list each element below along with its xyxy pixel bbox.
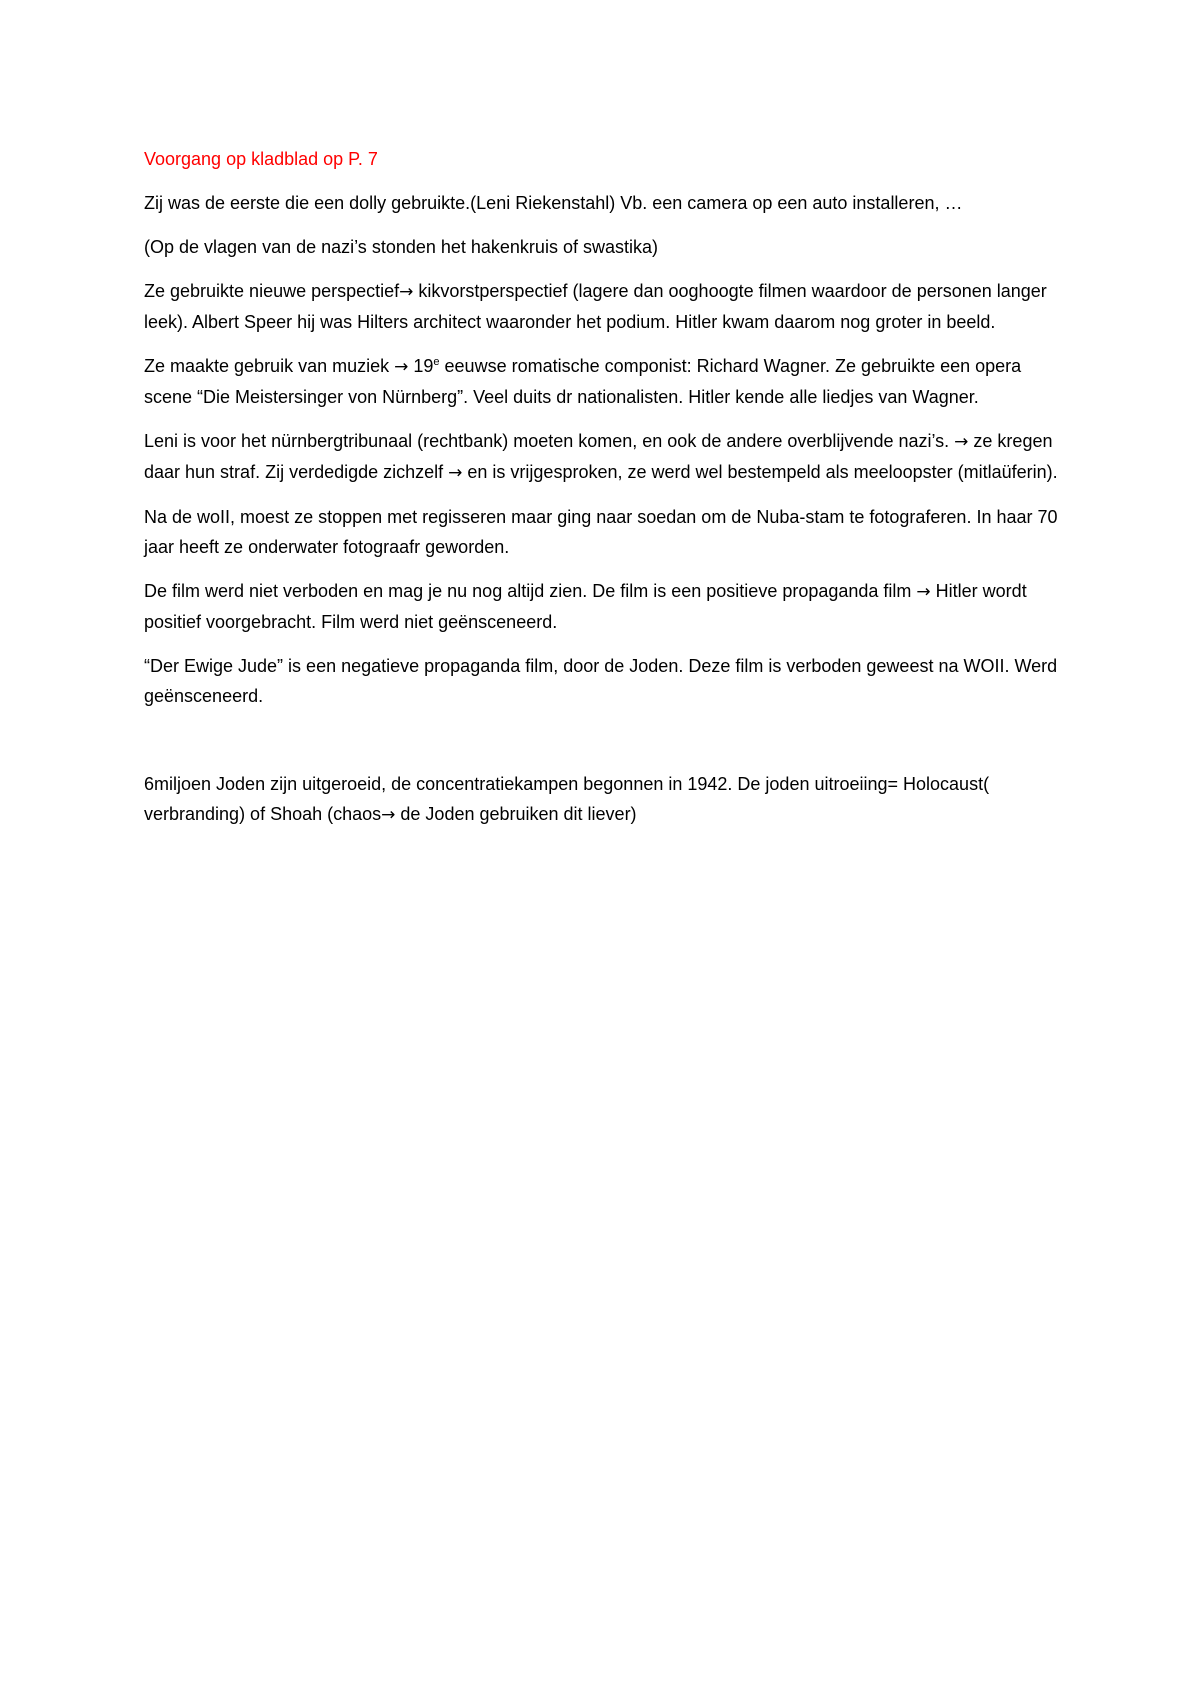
paragraph-8: “Der Ewige Jude” is een negatieve propaganda film, door de Joden. Deze film is verboden geweest na WOII. Werd geënsceneerd.: [144, 656, 1058, 706]
arrow-right-icon: →: [448, 463, 463, 483]
ordinal-superscript: e: [433, 356, 440, 368]
paragraph-4-number: 19: [408, 356, 434, 376]
paragraph-7-text-b: Hitler wordt positief voorgebracht. Film werd niet geënsceneerd.: [144, 581, 1027, 632]
paragraph-9-text-b: de Joden gebruiken dit liever): [395, 804, 637, 824]
paragraph-3-text-b: kikvorstperspectief (lagere dan ooghoogte filmen waardoor de personen langer leek). Albert Speer hij was Hilters architect waaronder het podium. Hitler kwam daarom nog groter in beeld.: [144, 281, 1047, 332]
paragraph-5-text-b: ze kregen daar hun straf. Zij verdedigde zichzelf: [144, 431, 1053, 482]
arrow-right-icon: →: [954, 432, 969, 452]
document-page: [144, 144, 1064, 844]
paragraph-4: [144, 351, 1064, 412]
arrow-right-icon: →: [399, 282, 414, 302]
paragraph-3-text-a: Ze gebruikte nieuwe perspectief: [144, 281, 400, 301]
paragraph-7-text-a: De film werd niet verboden en mag je nu nog altijd zien. De film is een positieve propaganda film: [144, 581, 917, 601]
paragraph-5: [144, 426, 1064, 488]
arrow-right-icon: →: [916, 582, 931, 602]
paragraph-3: [144, 276, 1064, 337]
paragraph-9-text-a: 6miljoen Joden zijn uitgeroeid, de concentratiekampen begonnen in 1942. De joden uitroeiing= Holocaust( verbranding) of Shoah (chaos: [144, 774, 990, 824]
paragraph-1: Zij was de eerste die een dolly gebruikte.(Leni Riekenstahl) Vb. een camera op een auto installeren, …: [144, 193, 963, 213]
document-title: Voorgang op kladblad op P. 7: [144, 149, 378, 169]
blank-line: [144, 725, 1064, 769]
paragraph-5-text-c: en is vrijgesproken, ze werd wel bestempeld als meeloopster (mitlaüferin).: [462, 462, 1058, 482]
arrow-right-icon: →: [381, 805, 396, 825]
arrow-right-icon: →: [394, 357, 409, 377]
paragraph-5-text-a: Leni is voor het nürnbergtribunaal (rechtbank) moeten komen, en ook de andere overblijvende nazi’s.: [144, 431, 955, 451]
paragraph-7: [144, 576, 1064, 637]
paragraph-6: Na de woII, moest ze stoppen met regisseren maar ging naar soedan om de Nuba-stam te fotograferen. In haar 70 jaar heeft ze onderwater fotograafr geworden.: [144, 507, 1058, 557]
paragraph-9: [144, 769, 1064, 830]
paragraph-2: (Op de vlagen van de nazi’s stonden het hakenkruis of swastika): [144, 237, 658, 257]
paragraph-4-text-b: eeuwse romatische componist: Richard Wagner. Ze gebruikte een opera scene “Die Meistersinger von Nürnberg”. Veel duits dr nationalisten. Hitler kende alle liedjes van Wagner.: [144, 356, 1022, 407]
paragraph-4-text-a: Ze maakte gebruik van muziek: [144, 356, 395, 376]
